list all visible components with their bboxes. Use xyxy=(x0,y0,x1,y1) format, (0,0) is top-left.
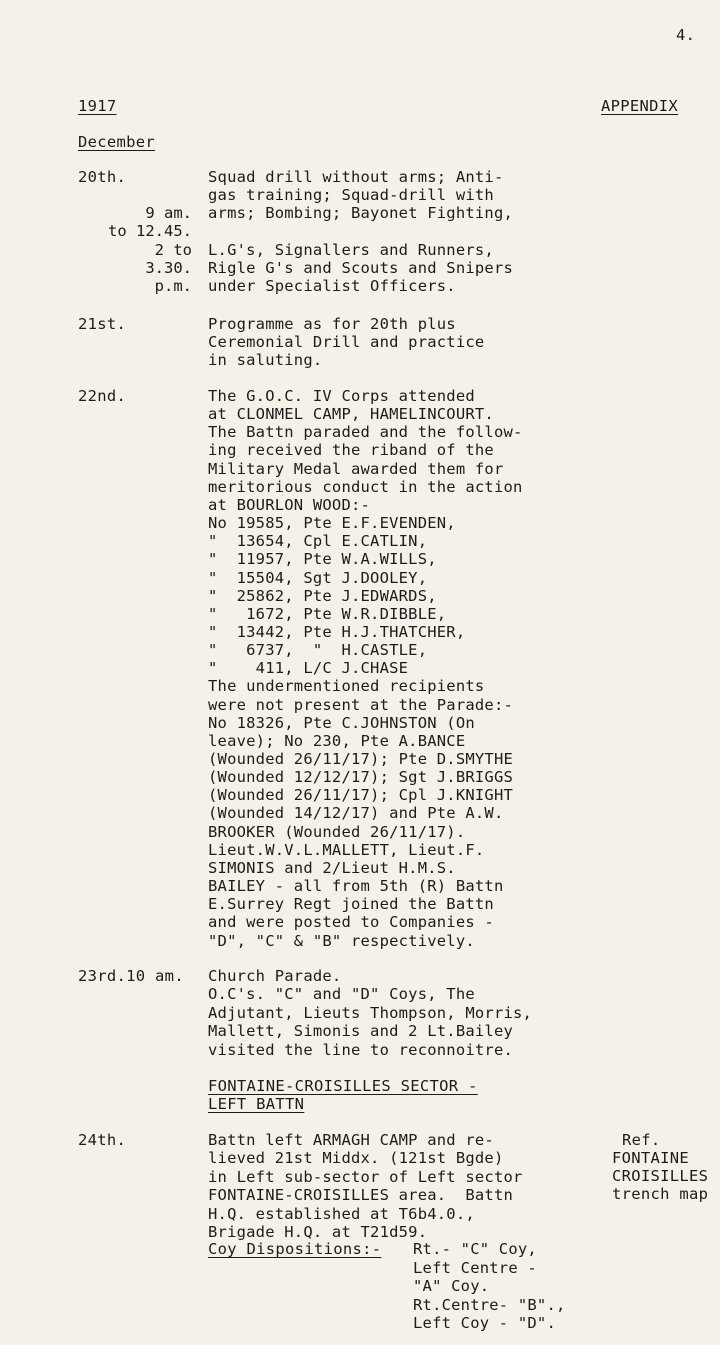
text-line: No 18326, Pte C.JOHNSTON (On xyxy=(208,713,475,732)
text-line: at CLONMEL CAMP, HAMELINCOURT. xyxy=(208,405,494,424)
entry-time: 9 am. xyxy=(145,204,192,222)
text-line: Left Coy - "D". xyxy=(413,1314,556,1333)
text-line: Ceremonial Drill and practice xyxy=(208,333,485,352)
text-line: meritorious conduct in the action xyxy=(208,477,523,496)
entry-date: 20th. xyxy=(78,168,127,186)
text-line: Left Centre - xyxy=(413,1258,537,1277)
text-line: were not present at the Parade:- xyxy=(208,695,514,714)
entry-time: 3.30. xyxy=(145,259,192,277)
sector-subheading: LEFT BATTN xyxy=(208,1095,305,1113)
text-line: Rt.Centre- "B"., xyxy=(413,1295,566,1314)
text-line: Squad drill without arms; Anti- xyxy=(208,168,504,186)
text-line: (Wounded 12/12/17); Sgt J.BRIGGS xyxy=(208,768,514,787)
text-line: Adjutant, Lieuts Thompson, Morris, xyxy=(208,1003,533,1022)
text-line: visited the line to reconnoitre. xyxy=(208,1040,514,1059)
text-line: BAILEY - all from 5th (R) Battn xyxy=(208,877,504,896)
text-line: L.G's, Signallers and Runners, xyxy=(208,240,494,259)
text-line: " 11957, Pte W.A.WILLS, xyxy=(208,550,437,569)
margin-ref-line: FONTAINE xyxy=(612,1149,690,1167)
text-line: " 1672, Pte W.R.DIBBLE, xyxy=(208,604,447,623)
text-line: The Battn paraded and the follow- xyxy=(208,423,523,442)
entry-date: 24th. xyxy=(78,1131,127,1149)
text-line: "A" Coy. xyxy=(413,1277,490,1296)
text-line: Rt.- "C" Coy, xyxy=(413,1240,537,1258)
month-heading: December xyxy=(78,133,156,151)
text-line: (Wounded 26/11/17); Cpl J.KNIGHT xyxy=(208,786,514,805)
page-number: 4. xyxy=(676,26,696,44)
text-line: " 13654, Cpl E.CATLIN, xyxy=(208,532,428,551)
sector-heading: FONTAINE-CROISILLES SECTOR - xyxy=(208,1077,478,1095)
text-line: The undermentioned recipients xyxy=(208,677,485,696)
text-line: Mallett, Simonis and 2 Lt.Bailey xyxy=(208,1022,514,1041)
text-line: Lieut.W.V.L.MALLETT, Lieut.F. xyxy=(208,840,485,859)
entry-date: 23rd.10 am. xyxy=(78,967,184,985)
appendix-heading: APPENDIX xyxy=(601,97,679,115)
text-line: in saluting. xyxy=(208,351,323,370)
text-line: in Left sub-sector of Left sector xyxy=(208,1167,523,1186)
margin-ref-line: CROISILLES xyxy=(612,1167,709,1185)
entry-date: 21st. xyxy=(78,315,127,333)
text-line: "D", "C" & "B" respectively. xyxy=(208,931,475,950)
text-line: " 25862, Pte J.EDWARDS, xyxy=(208,586,437,605)
text-line: " 13442, Pte H.J.THATCHER, xyxy=(208,622,466,641)
year-heading: 1917 xyxy=(78,97,117,115)
text-line: " 6737, " H.CASTLE, xyxy=(208,641,428,660)
text-line: ing received the riband of the xyxy=(208,441,494,460)
text-line: Church Parade. xyxy=(208,967,342,985)
text-line: FONTAINE-CROISILLES area. Battn xyxy=(208,1186,514,1205)
text-line: BROOKER (Wounded 26/11/17). xyxy=(208,822,466,841)
text-line: lieved 21st Middx. (121st Bgde) xyxy=(208,1149,504,1168)
text-line: Military Medal awarded them for xyxy=(208,459,504,478)
text-line: " 15504, Sgt J.DOOLEY, xyxy=(208,568,428,587)
entry-time: 2 to xyxy=(154,241,192,259)
text-line: (Wounded 26/11/17); Pte D.SMYTHE xyxy=(208,750,514,768)
margin-ref-line: trench map xyxy=(612,1185,709,1203)
text-line: Programme as for 20th plus xyxy=(208,315,456,333)
text-line: under Specialist Officers. xyxy=(208,277,456,296)
dispositions-label: Coy Dispositions:- xyxy=(208,1240,382,1258)
text-line: The G.O.C. IV Corps attended xyxy=(208,387,475,405)
text-line: " 411, L/C J.CHASE xyxy=(208,659,409,678)
text-line: Rigle G's and Scouts and Snipers xyxy=(208,259,514,277)
entry-date: 22nd. xyxy=(78,387,127,405)
entry-time: to 12.45. xyxy=(108,222,192,240)
entry-time: p.m. xyxy=(154,277,192,295)
text-line: arms; Bombing; Bayonet Fighting, xyxy=(208,204,514,223)
text-line: gas training; Squad-drill with xyxy=(208,186,494,205)
text-line: O.C's. "C" and "D" Coys, The xyxy=(208,985,475,1004)
text-line: Battn left ARMAGH CAMP and re- xyxy=(208,1131,494,1149)
text-line: Brigade H.Q. at T21d59. xyxy=(208,1223,428,1241)
text-line: H.Q. established at T6b4.0., xyxy=(208,1204,475,1223)
text-line: (Wounded 14/12/17) and Pte A.W. xyxy=(208,804,504,823)
margin-ref-line: Ref. xyxy=(622,1131,661,1149)
text-line: and were posted to Companies - xyxy=(208,913,494,932)
text-line: leave); No 230, Pte A.BANCE xyxy=(208,731,466,750)
text-line: at BOURLON WOOD:- xyxy=(208,495,371,514)
text-line: No 19585, Pte E.F.EVENDEN, xyxy=(208,514,456,533)
text-line: E.Surrey Regt joined the Battn xyxy=(208,895,494,914)
text-line: SIMONIS and 2/Lieut H.M.S. xyxy=(208,858,456,877)
